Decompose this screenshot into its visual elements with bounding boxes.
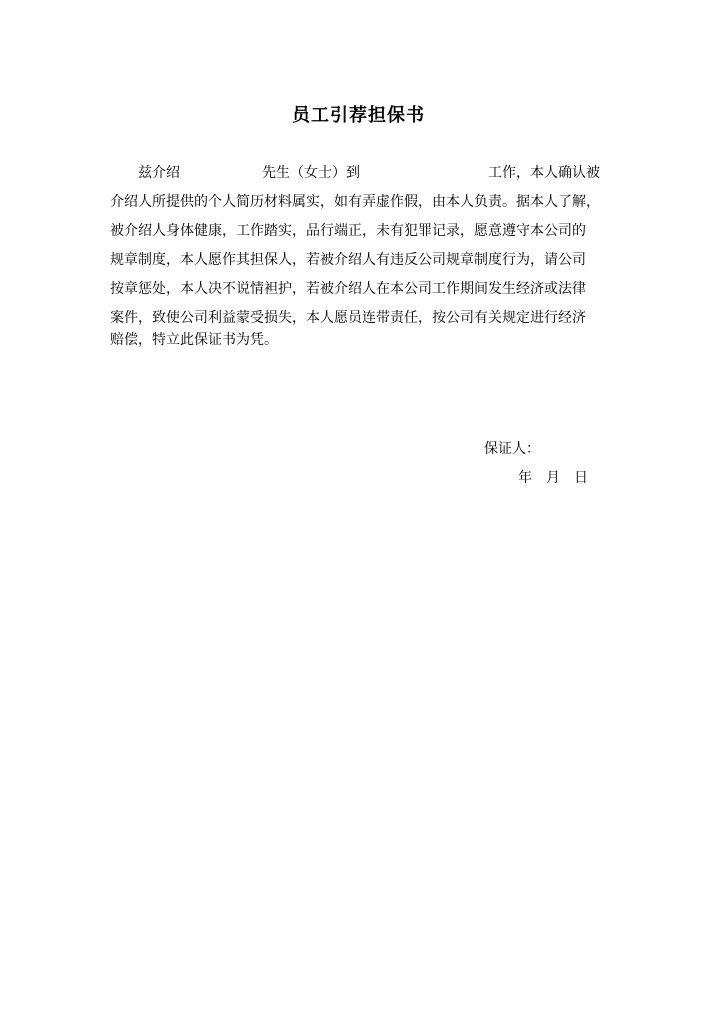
opening-middle: 先生（女士）到 xyxy=(262,165,360,181)
body-line: 介绍人所提供的个人简历材料属实，如有弄虚作假，由本人负责。据本人了解， xyxy=(110,194,600,210)
body-line: 案件，致使公司利益蒙受损失，本人愿员连带责任，按公司有关规定进行经济 xyxy=(110,310,586,326)
body-line: 赔偿，特立此保证书为凭。 xyxy=(110,332,278,348)
body-line: 被介绍人身体健康，工作踏实，品行端正，未有犯罪记录，愿意遵守本公司的 xyxy=(110,223,586,239)
opening-prefix: 兹介绍 xyxy=(138,165,180,181)
document-title: 员工引荐担保书 xyxy=(292,105,425,126)
body-line: 按章惩处，本人决不说情袒护，若被介绍人在本公司工作期间发生经济或法律 xyxy=(110,281,586,297)
body-line: 规章制度，本人愿作其担保人，若被介绍人有违反公司规章制度行为，请公司 xyxy=(110,252,586,268)
opening-suffix: 工作，本人确认被 xyxy=(488,165,600,181)
guarantor-label: 保证人： xyxy=(484,441,540,457)
date-label: 年 月 日 xyxy=(518,470,588,486)
